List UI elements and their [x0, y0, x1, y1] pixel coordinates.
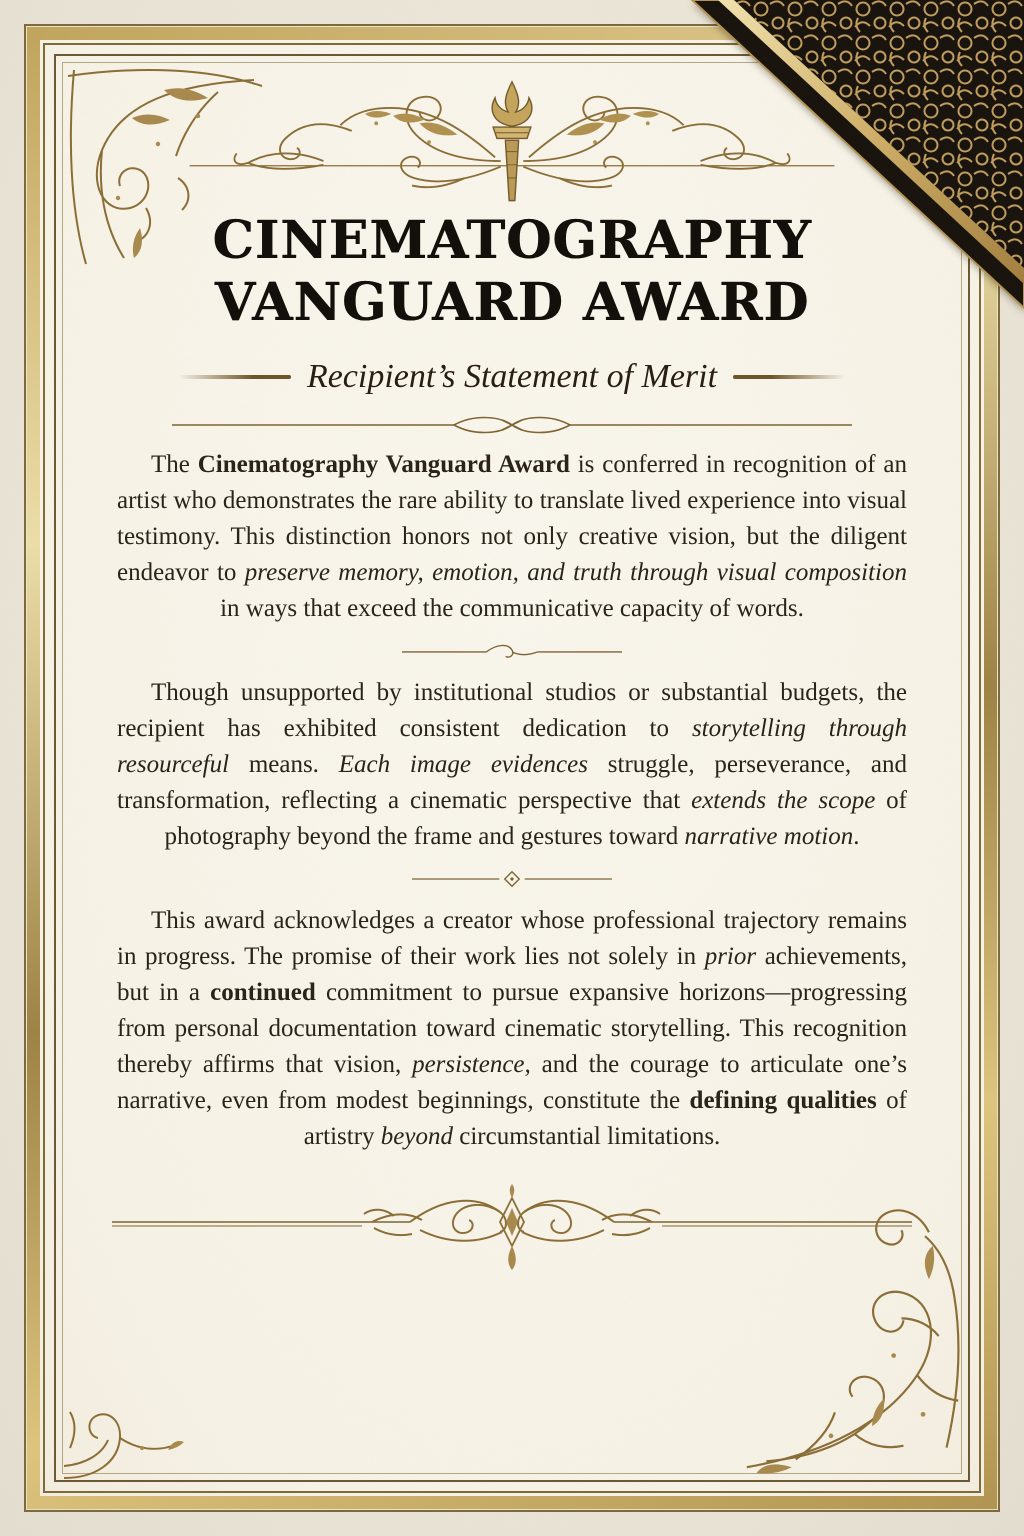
subtitle-row: [0, 358, 1024, 396]
corner-flourish-bottom-left-icon: [56, 1384, 186, 1484]
statement-paragraph-2: Though unsupported by institutional studios or substantial budgets, the recipient has exhibited consistent dedication to storytelling through resourceful means. Each image evidences struggle, perseverance, and transformation, reflecting a cinematic perspective that extends the scope of photography beyond the frame and gestures toward narrative motion.: [117, 679, 908, 850]
subtitle-dash-right: [733, 375, 845, 379]
filigree-ribbon-corner-icon: [684, 0, 1024, 310]
statement-paragraph-3: This award acknowledges a creator whose professional trajectory remains in progress. The promise of their work lies not solely in prior achievements, but in a continued commitment to pursue expansive horizons—progressing from personal documentation toward cinematic storytelling. This recognition thereby affirms that vision, persistence, and the courage to articulate one’s narrative, even from modest beginnings, constitute the defining qualities of artistry beyond circumstantial limitations.: [117, 907, 907, 1150]
diamond-line-divider-icon: [412, 868, 612, 890]
award-title-line2: VANGUARD AWARD: [214, 272, 810, 333]
corner-flourish-bottom-right-icon: [737, 1186, 972, 1486]
subtitle-dash-left: [179, 375, 291, 379]
torch-icon: [492, 82, 532, 201]
divider-after-paragraph-1: [117, 640, 907, 662]
statement-paragraph-1: The Cinematography Vanguard Award is conferred in recognition of an artist who demonstrates the rare ability to translate lived experience into visual testimony. This distinction honors not only creative vision, but the diligent endeavor to preserve memory, emotion, and truth through visual composition in ways that exceed the communicative capacity of words.: [117, 451, 908, 622]
subtitle: Recipient’s Statement of Merit: [306, 358, 718, 395]
knot-line-divider-icon: [172, 412, 852, 438]
statement-body: [117, 447, 907, 1168]
swirl-line-divider-icon: [402, 640, 622, 662]
divider-after-paragraph-2: [117, 868, 907, 890]
award-title-line1: CINEMATOGRAPHY: [212, 210, 812, 271]
